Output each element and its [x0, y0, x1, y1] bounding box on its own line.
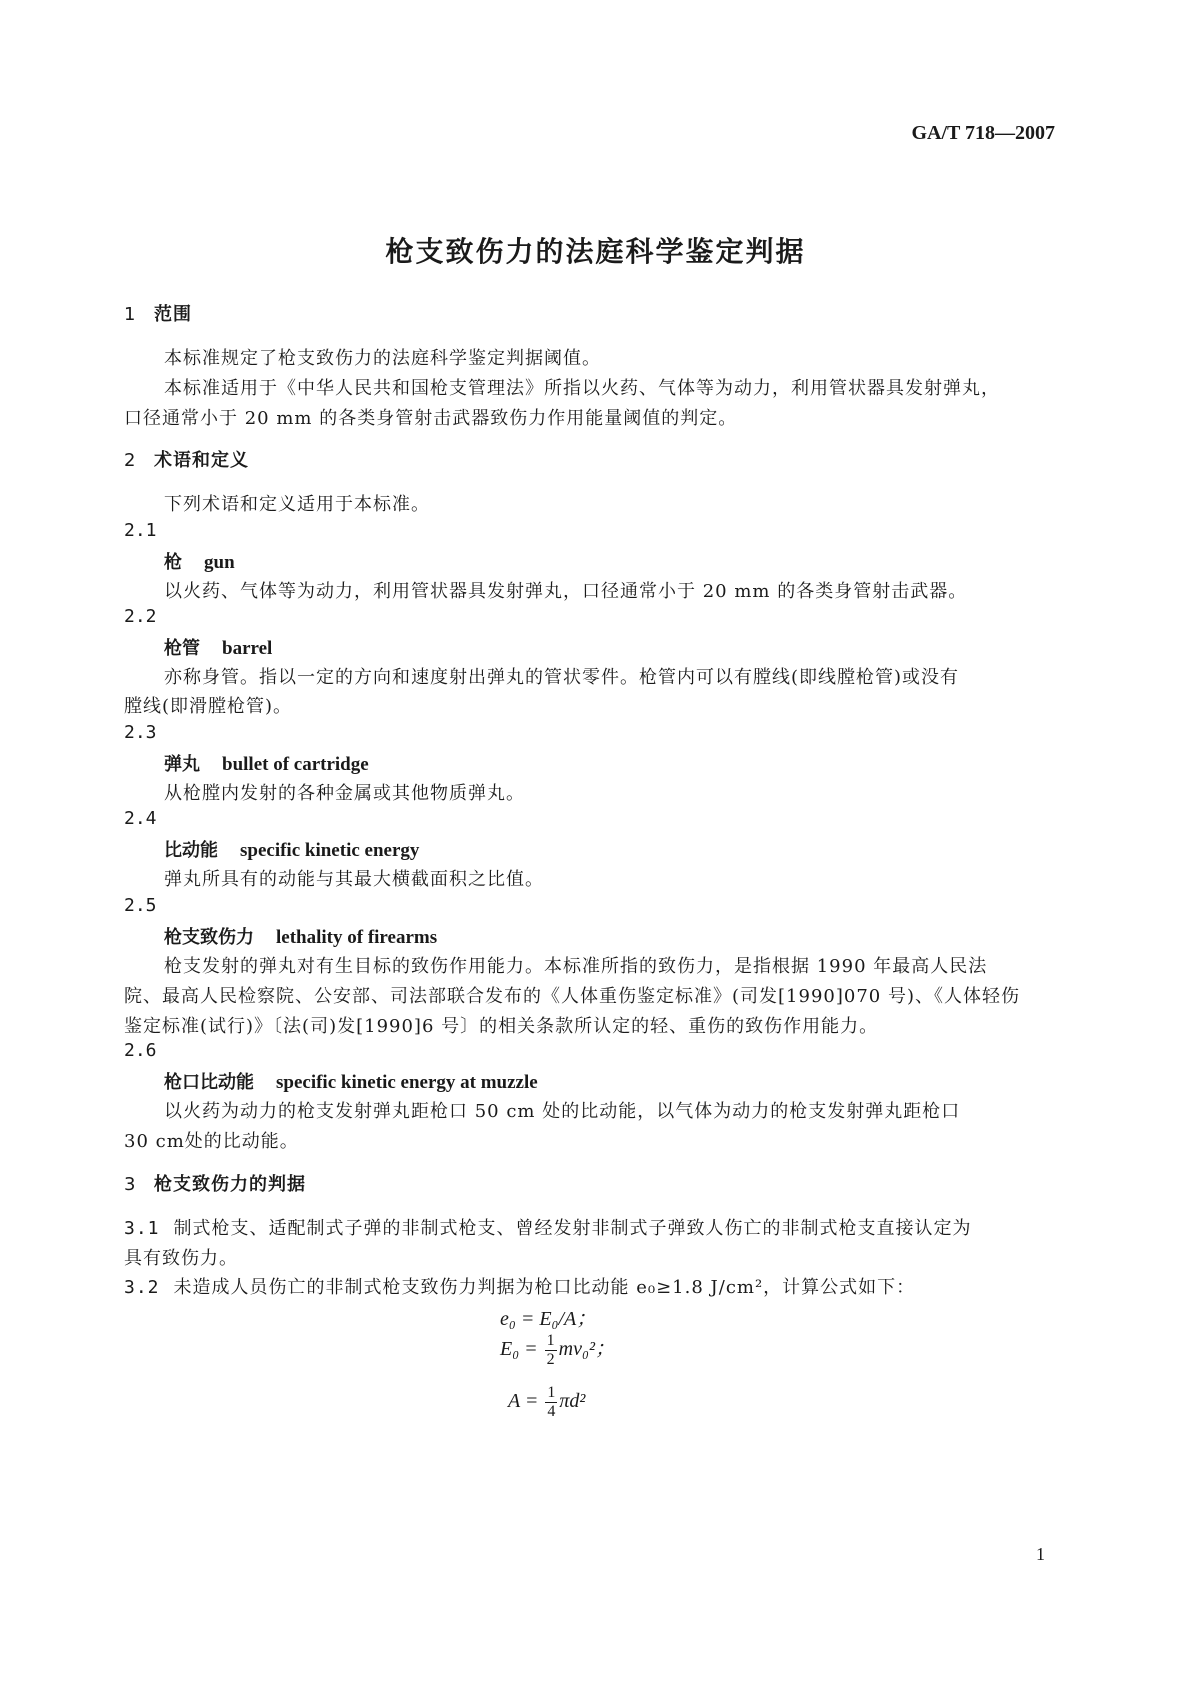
clause-3-2 — [124, 1273, 915, 1299]
term-number: 2.6 — [124, 1040, 157, 1061]
term-definition: 30 cm处的比动能。 — [124, 1131, 299, 1152]
section-number: 2 — [124, 450, 137, 471]
formula-3 — [508, 1384, 585, 1421]
section-1-heading — [124, 300, 192, 326]
term-number: 2.2 — [124, 606, 157, 627]
term-definition: 弹丸所具有的动能与其最大横截面积之比值。 — [164, 869, 544, 890]
term-number: 2.3 — [124, 722, 157, 743]
fraction-numerator: 1 — [547, 1384, 556, 1401]
page-number: 1 — [1036, 1544, 1045, 1564]
term-number: 2.4 — [124, 808, 157, 829]
term-definition: 鉴定标准(试行)》〔法(司)发[1990]6 号〕的相关条款所认定的轻、重伤的致伤作用能力。 — [124, 1016, 879, 1037]
section-title: 术语和定义 — [154, 450, 249, 471]
section-3-heading — [124, 1170, 306, 1196]
formula-lhs: A = — [508, 1390, 539, 1413]
paragraph: 本标准适用于《中华人民共和国枪支管理法》所指以火药、气体等为动力，利用管状器具发射弹丸， — [164, 378, 1000, 399]
fraction — [545, 1332, 557, 1369]
term-definition: 枪支发射的弹丸对有生目标的致伤作用能力。本标准所指的致伤力，是指根据 1990 年最高人民法 — [164, 956, 988, 977]
standard-code: GA/T 718—2007 — [911, 122, 1055, 144]
term-cn: 枪管 — [164, 638, 200, 659]
clause-text: 具有致伤力。 — [124, 1248, 238, 1269]
term-en: lethality of firearms — [276, 927, 438, 948]
term-cn: 枪支致伤力 — [164, 927, 254, 948]
term-heading — [164, 1068, 538, 1094]
fraction-denominator: 4 — [547, 1403, 556, 1420]
term-definition: 院、最高人民检察院、公安部、司法部联合发布的《人体重伤鉴定标准》(司发[1990]070 号)、《人体轻伤 — [124, 986, 1020, 1007]
section-title: 范围 — [154, 304, 192, 325]
term-heading — [164, 836, 419, 862]
section-number: 3 — [124, 1174, 137, 1195]
term-heading — [164, 548, 235, 574]
formula-rhs: πd² — [559, 1390, 586, 1413]
term-cn: 枪口比动能 — [164, 1072, 254, 1093]
document-title: 枪支致伤力的法庭科学鉴定判据 — [385, 235, 806, 268]
paragraph: 口径通常小于 20 mm 的各类身管射击武器致伤力作用能量阈值的判定。 — [124, 408, 738, 429]
term-en: barrel — [222, 638, 273, 659]
term-heading — [164, 634, 272, 660]
term-heading — [164, 750, 369, 776]
clause-number: 3.2 — [124, 1277, 160, 1298]
clause-3-1 — [124, 1214, 972, 1240]
fraction-denominator: 2 — [546, 1351, 555, 1368]
clause-text: 未造成人员伤亡的非制式枪支致伤力判据为枪口比动能 e₀≥1.8 J/cm²，计算公式如下： — [173, 1277, 916, 1298]
paragraph: 下列术语和定义适用于本标准。 — [164, 494, 430, 515]
term-number: 2.5 — [124, 895, 157, 916]
clause-number: 3.1 — [124, 1218, 160, 1239]
formula-1: e₀ = E₀/A； — [500, 1308, 597, 1330]
term-en: gun — [204, 552, 235, 573]
term-definition: 膛线(即滑膛枪管)。 — [124, 696, 293, 717]
term-definition: 以火药为动力的枪支发射弹丸距枪口 50 cm 处的比动能，以气体为动力的枪支发射弹丸距枪口 — [164, 1101, 961, 1122]
section-2-heading — [124, 446, 249, 472]
term-cn: 比动能 — [164, 840, 218, 861]
clause-text: 制式枪支、适配制式子弹的非制式枪支、曾经发射非制式子弹致人伤亡的非制式枪支直接认定为 — [173, 1218, 972, 1239]
term-en: specific kinetic energy at muzzle — [276, 1072, 538, 1093]
term-number: 2.1 — [124, 520, 157, 541]
term-definition: 从枪膛内发射的各种金属或其他物质弹丸。 — [164, 783, 525, 804]
term-en: specific kinetic energy — [240, 840, 420, 861]
term-definition: 以火药、气体等为动力，利用管状器具发射弹丸，口径通常小于 20 mm 的各类身管射击武器。 — [164, 581, 968, 602]
term-cn: 弹丸 — [164, 754, 200, 775]
term-en: bullet of cartridge — [222, 754, 369, 775]
fraction — [545, 1384, 557, 1421]
section-title: 枪支致伤力的判据 — [154, 1174, 306, 1195]
term-cn: 枪 — [164, 552, 182, 573]
term-definition: 亦称身管。指以一定的方向和速度射出弹丸的管状零件。枪管内可以有膛线(即线膛枪管)或没有 — [164, 667, 960, 688]
paragraph: 本标准规定了枪支致伤力的法庭科学鉴定判据阈值。 — [164, 348, 601, 369]
formula-2 — [500, 1332, 615, 1369]
formula-rhs: mv₀²； — [558, 1338, 615, 1361]
section-number: 1 — [124, 304, 137, 325]
fraction-numerator: 1 — [546, 1332, 555, 1349]
formula-lhs: E₀ = — [500, 1338, 538, 1361]
term-heading — [164, 923, 437, 949]
